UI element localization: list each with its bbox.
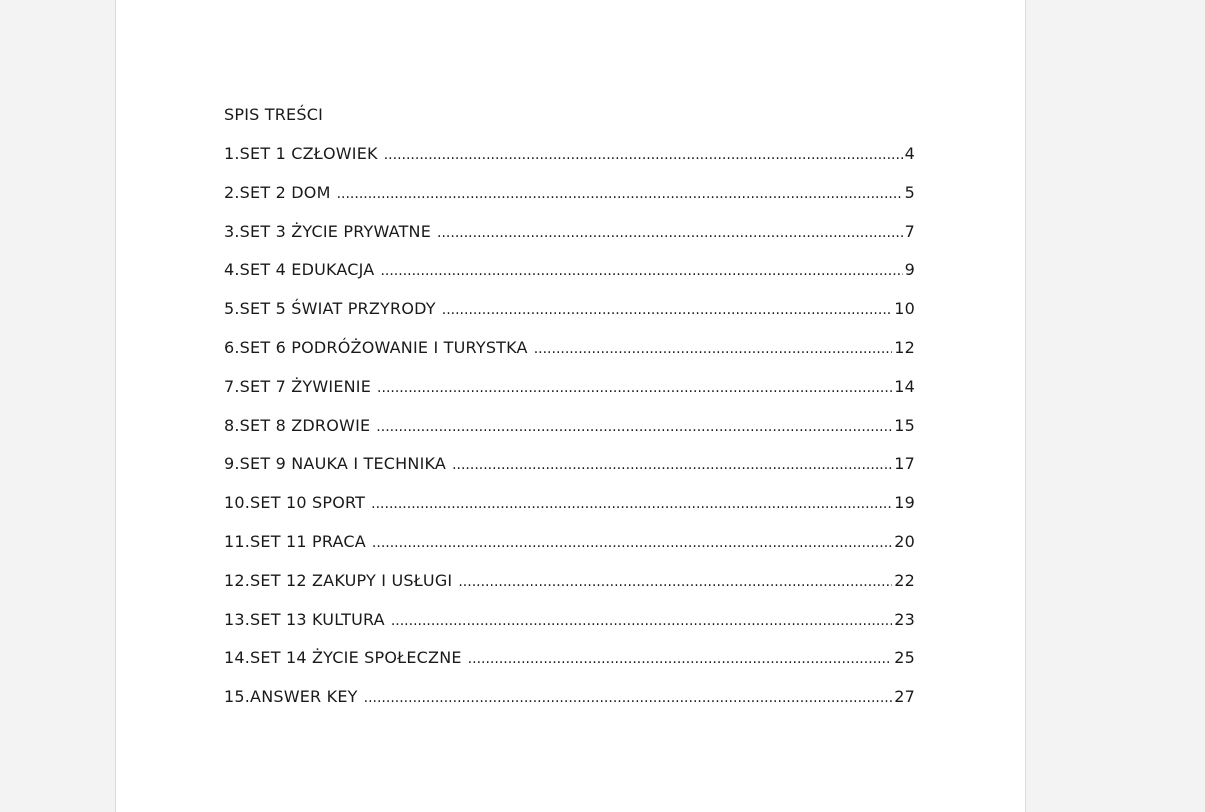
toc-entry-label: 10.SET 10 SPORT [224,493,366,513]
dot-leader [376,416,892,438]
dot-leader [372,532,892,554]
toc-entry-page-number: 27 [894,687,915,707]
toc-entry-page-number: 7 [904,221,915,241]
document-page [115,0,1026,812]
toc-entry[interactable] [224,609,915,648]
toc-entry-label: 13.SET 13 KULTURA [224,609,385,629]
toc-entry-page-number: 17 [894,454,915,474]
toc-entry-label: 2.SET 2 DOM [224,182,331,202]
toc-entry-page-number: 9 [904,260,915,280]
dot-leader [391,610,892,632]
table-of-contents [224,104,915,725]
toc-entry-page-number: 23 [894,609,915,629]
dot-leader [452,454,892,476]
toc-entry-label: 9.SET 9 NAUKA I TECHNIKA [224,454,447,474]
toc-entry-page-number: 4 [904,144,915,163]
dot-leader [377,377,892,399]
toc-entry-label: 8.SET 8 ZDROWIE [224,415,371,435]
toc-entry-page-number: 10 [894,299,915,319]
dot-leader [468,648,893,670]
toc-entry[interactable] [224,143,915,182]
toc-entry-page-number: 19 [894,493,915,513]
toc-entry-label: 15.ANSWER KEY [224,687,358,707]
toc-entry-label: 11.SET 11 PRACA [224,531,366,551]
dot-leader [380,260,902,282]
toc-title: SPIS TREŚCI [224,105,324,124]
dot-leader [442,299,892,321]
toc-entry-label: 14.SET 14 ŻYCIE SPOŁECZNE [224,648,462,668]
toc-entry-page-number: 15 [894,415,915,435]
toc-entry[interactable] [224,570,915,609]
toc-entry-label: 6.SET 6 PODRÓŻOWANIE I TURYSTKA [224,337,528,357]
toc-entry-label: 3.SET 3 ŻYCIE PRYWATNE [224,221,432,241]
dot-leader [437,222,903,244]
toc-entry[interactable] [224,531,915,570]
toc-entry-page-number: 14 [894,376,915,396]
toc-entry[interactable] [224,337,915,376]
toc-entry[interactable] [224,492,915,531]
toc-entry-label: 12.SET 12 ZAKUPY I USŁUGI [224,570,453,590]
toc-entry-label: 1.SET 1 CZŁOWIEK [224,144,378,163]
toc-entry-page-number: 20 [894,531,915,551]
toc-entry-page-number: 5 [904,182,915,202]
dot-leader [458,571,892,593]
toc-entry[interactable] [224,415,915,454]
dot-leader [534,338,893,360]
toc-entry[interactable] [224,647,915,686]
toc-entry-label: 4.SET 4 EDUKACJA [224,260,375,280]
toc-entry[interactable] [224,376,915,415]
toc-entry[interactable] [224,453,915,492]
toc-entry[interactable] [224,686,915,725]
toc-entry-label: 7.SET 7 ŻYWIENIE [224,376,372,396]
toc-entry-label: 5.SET 5 ŚWIAT PRZYRODY [224,299,436,319]
toc-entry-page-number: 12 [894,337,915,357]
dot-leader [371,493,892,515]
toc-entry[interactable] [224,182,915,221]
dot-leader [364,687,893,709]
toc-entry[interactable] [224,298,915,337]
toc-list [224,143,915,725]
toc-entry[interactable] [224,259,915,298]
toc-entry-page-number: 25 [894,648,915,668]
toc-entry[interactable] [224,221,915,260]
dot-leader [384,144,903,166]
dot-leader [337,183,903,205]
toc-entry-page-number: 22 [894,570,915,590]
